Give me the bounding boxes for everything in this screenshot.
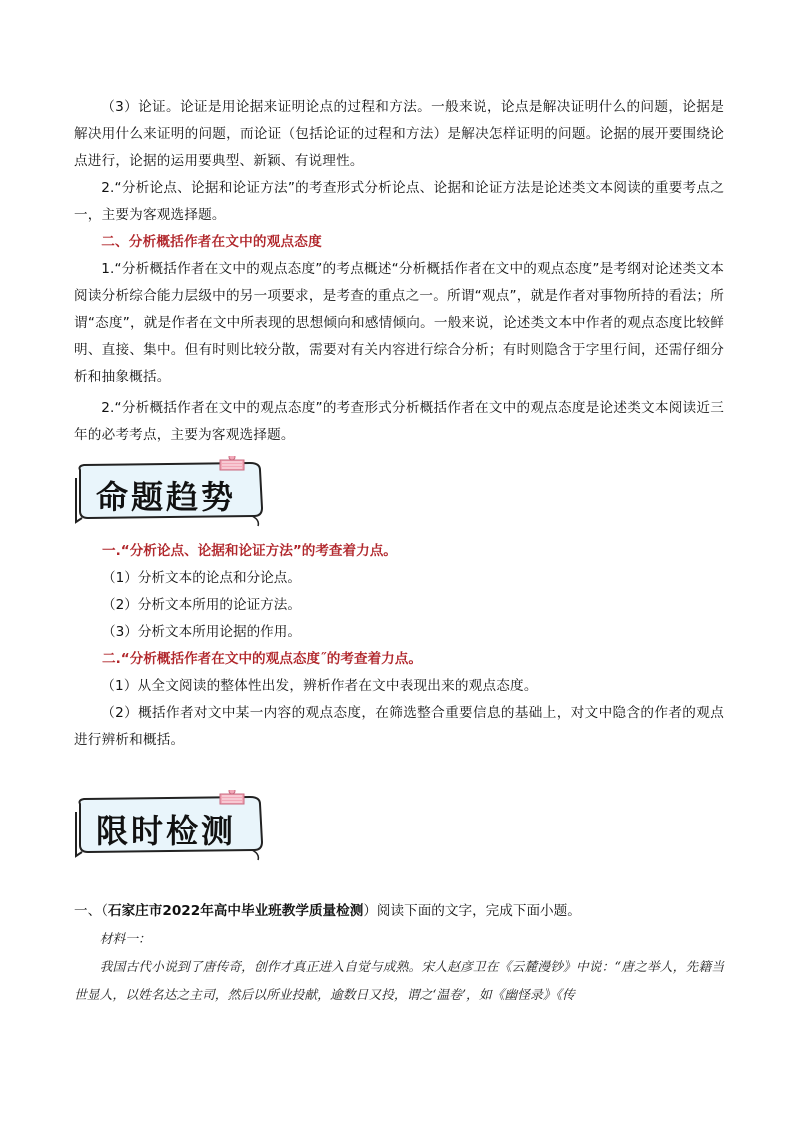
material-label: 材料一：	[99, 932, 151, 947]
trend-heading-1: 一.“分析论点、论据和论证方法”的考查着力点。	[102, 543, 397, 559]
paragraph-argumentation: （3）论证。论证是用论据来证明论点的过程和方法。一般来说，论点是解决证明什么的问题，论据是解决用什么来证明的问题，而论证（包括论证的过程和方法）是解决怎样证明的问题。论据的展开要围绕论点进行，论据的运用要典型、新颖、有说理性。	[74, 99, 724, 169]
banner-test	[74, 790, 270, 862]
section-heading-2: 二、分析概括作者在文中的观点态度	[101, 234, 322, 250]
question-suffix: ）阅读下面的文字，完成下面小题。	[363, 903, 581, 919]
trend-item: （3）分析文本所用论据的作用。	[102, 624, 301, 640]
trend-item: （2）概括作者对文中某一内容的观点态度，在筛选整合重要信息的基础上，对文中隐含的作者的观点进行辨析和概括。	[74, 705, 724, 748]
trend-item: （2）分析文本所用的论证方法。	[102, 597, 301, 613]
paragraph-exam-form-1: 2.“分析论点、论据和论证方法”的考查形式分析论点、论据和论证方法是论述类文本阅读的重要考点之一，主要为客观选择题。	[74, 180, 724, 223]
material-text: 我国古代小说到了唐传奇，创作才真正进入自觉与成熟。宋人赵彦卫在《云麓漫钞》中说：“唐之举人，先籍当世显人，以姓名达之主司，然后以所业投献，逾数日又投，谓之‘温卷’，如《幽怪录》《传	[74, 960, 724, 1003]
paragraph-viewpoint-overview: 1.“分析概括作者在文中的观点态度”的考点概述“分析概括作者在文中的观点态度”是考纲对论述类文本阅读分析综合能力层级中的另一项要求，是考查的重点之一。所谓“观点”，就是作者对事物所持的看法；所谓“态度”，就是作者在文中所表现的思想倾向和感情倾向。一般来说，论述类文本中作者的观点态度比较鲜明、直接、集中。但有时则比较分散，需要对有关内容进行综合分析；有时则隐含于字里行间，还需仔细分析和抽象概括。	[74, 261, 724, 385]
question-heading	[74, 898, 581, 924]
banner-test-title: 限时检测	[96, 812, 237, 850]
paragraph-exam-form-2: 2.“分析概括作者在文中的观点态度”的考查形式分析概括作者在文中的观点态度是论述类文本阅读近三年的必考考点，主要为客观选择题。	[74, 400, 724, 443]
trend-heading-2: 二.“分析概括作者在文中的观点态度˝的考查着力点。	[102, 651, 422, 667]
question-source: 石家庄市2022年高中毕业班教学质量检测	[107, 903, 364, 919]
trend-item: （1）从全文阅读的整体性出发，辨析作者在文中表现出来的观点态度。	[101, 678, 538, 694]
banner-trend	[74, 456, 270, 528]
trend-item: （1）分析文本的论点和分论点。	[102, 570, 301, 586]
banner-trend-title: 命题趋势	[96, 478, 237, 516]
question-prefix: 一、（	[74, 903, 108, 919]
